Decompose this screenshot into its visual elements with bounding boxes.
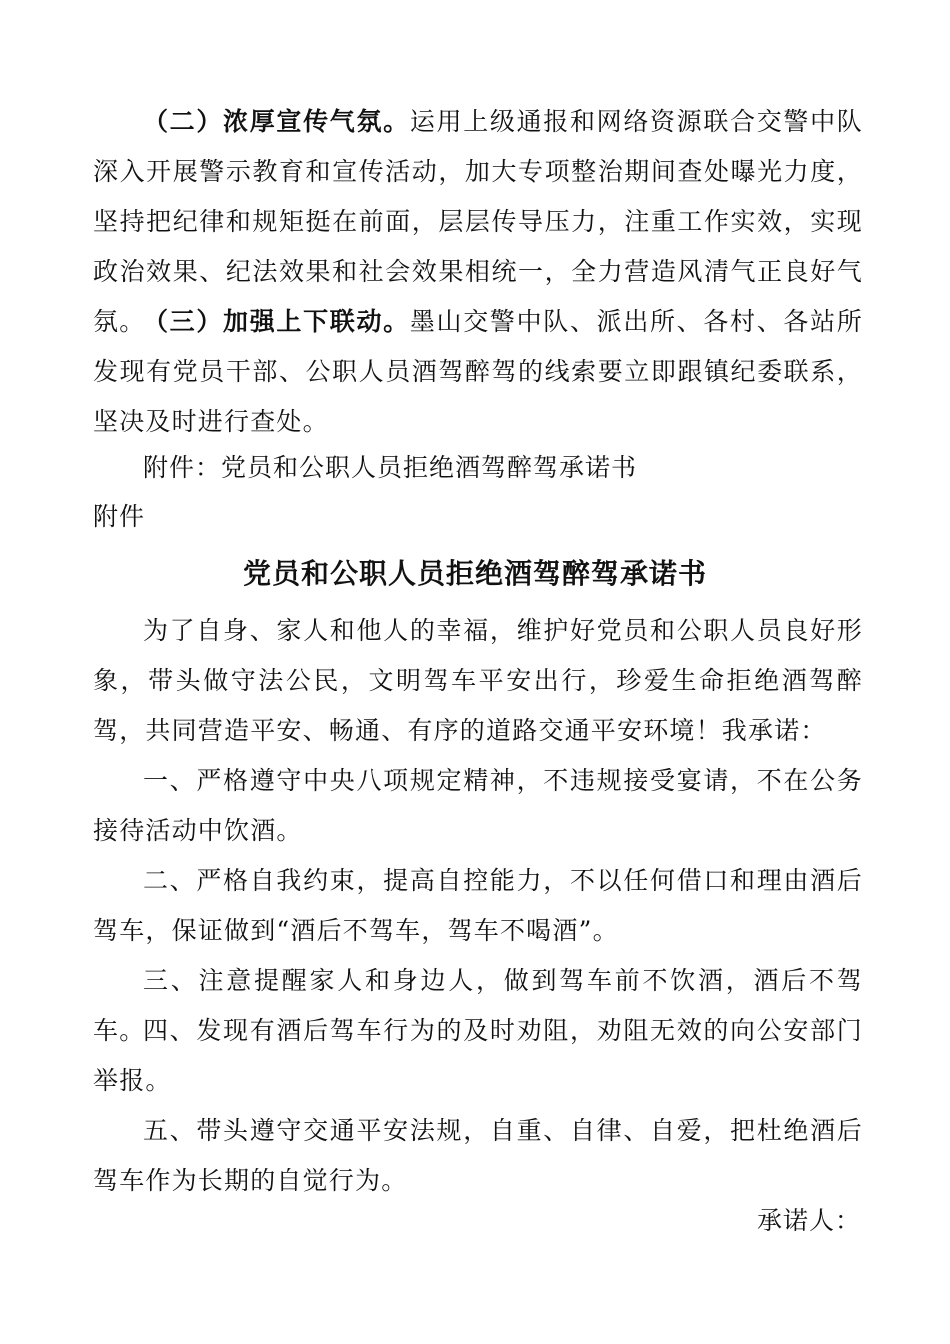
section-3-paragraph bbox=[93, 297, 863, 447]
pledge-item-3: 三、注意提醒家人和身边人，做到驾车前不饮酒，酒后不驾车。 bbox=[93, 966, 863, 1045]
attachment-label: 附件 bbox=[93, 502, 146, 531]
signature-label: 承诺人： bbox=[757, 1206, 862, 1235]
section-2-text: 运用上级通报和网络资源联合交警中队深入开展警示教育和宣传活动，加大专项整治期间查处曝光力度，坚持把纪律和规矩挺在前面，层层传导压力，注重工作实效，实现政治效果、纪法效果和社会效果相统一，全力营造风清气正良好气氛。 bbox=[93, 107, 863, 336]
section-2-heading: （二）浓厚宣传气氛。 bbox=[143, 107, 410, 136]
pledge-item-4: 四、发现有酒后驾车行为的及时劝阻，劝阻无效的向公安部门举报。 bbox=[93, 1016, 863, 1095]
pledge-item-1: 一、严格遵守中央八项规定精神，不违规接受宴请，不在公务接待活动中饮酒。 bbox=[93, 766, 863, 845]
pledge-item-5: 五、带头遵守交通平安法规，自重、自律、自爱，把杜绝酒后驾车作为长期的自觉行为。 bbox=[93, 1116, 863, 1195]
pledge-intro: 为了自身、家人和他人的幸福，维护好党员和公职人员良好形象，带头做守法公民，文明驾车平安出行，珍爱生命拒绝酒驾醉驾，共同营造平安、畅通、有序的道路交通平安环境！我承诺： bbox=[93, 616, 863, 745]
section-3-heading: （三）加强上下联动。 bbox=[143, 307, 410, 336]
section-3-text: 墨山交警中队、派出所、各村、各站所发现有党员干部、公职人员酒驾醉驾的线索要立即跟镇纪委联系，坚决及时进行查处。 bbox=[93, 307, 863, 436]
attachment-note: 附件：党员和公职人员拒绝酒驾醉驾承诺书 bbox=[143, 453, 638, 482]
pledge-item-2: 二、严格自我约束，提高自控能力，不以任何借口和理由酒后驾车，保证做到“酒后不驾车，驾车不喝酒”。 bbox=[93, 866, 863, 945]
pledge-title: 党员和公职人员拒绝酒驾醉驾承诺书 bbox=[242, 557, 707, 590]
